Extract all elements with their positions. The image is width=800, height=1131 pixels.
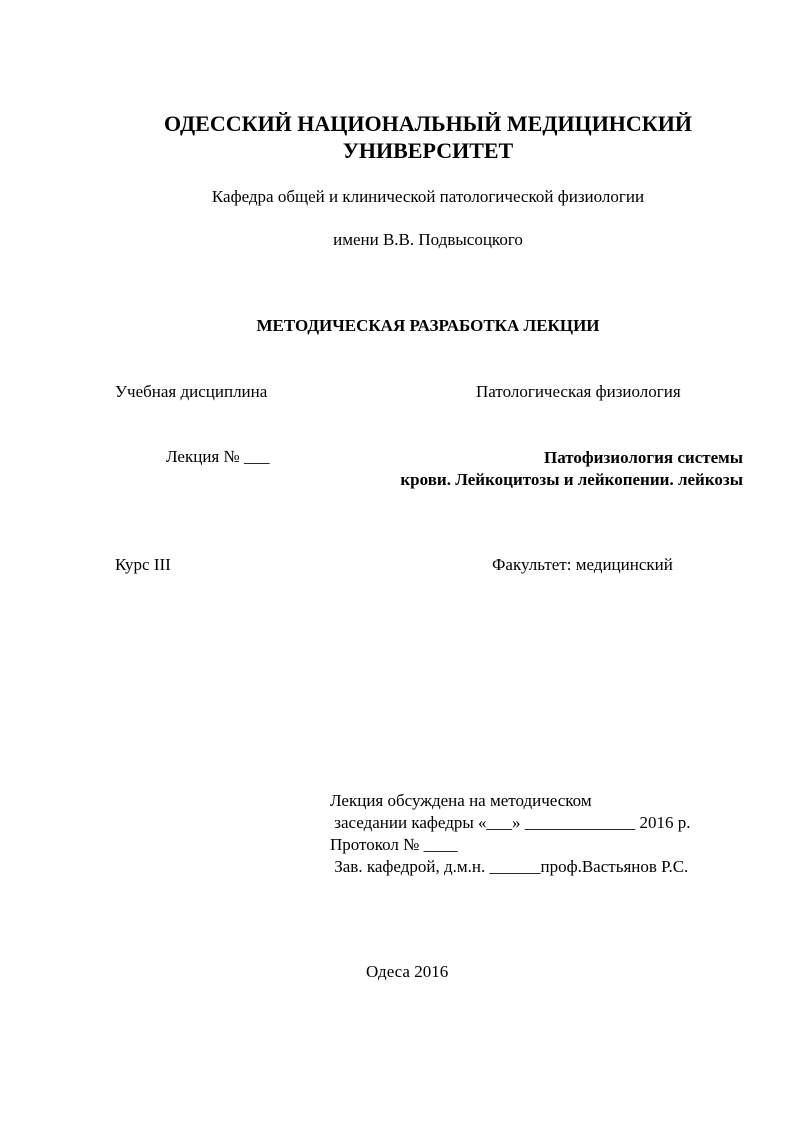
lecture-title-line2: крови. Лейкоцитозы и лейкопении. лейкозы xyxy=(400,470,743,489)
meeting-line1: Лекция обсуждена на методическом xyxy=(330,791,592,810)
meeting-approval-block xyxy=(330,790,691,878)
course-label: Курс III xyxy=(115,555,171,574)
university-title-line2: УНИВЕРСИТЕТ xyxy=(342,138,514,163)
discipline-value: Патологическая физиология xyxy=(476,382,681,401)
lecture-number: Лекция № ___ xyxy=(166,447,270,466)
discipline-label: Учебная дисциплина xyxy=(115,382,268,401)
department-name: Кафедра общей и клинической патологической физиологии xyxy=(211,187,645,206)
faculty-label: Факультет: медицинский xyxy=(492,555,673,574)
university-title xyxy=(0,110,800,164)
university-title-line1: ОДЕССКИЙ НАЦИОНАЛЬНЫЙ МЕДИЦИНСКИЙ xyxy=(164,111,692,136)
document-type-title: МЕТОДИЧЕСКАЯ РАЗРАБОТКА ЛЕКЦИИ xyxy=(256,316,600,335)
department-named-after: имени В.В. Подвысоцкого xyxy=(333,230,523,249)
lecture-title-line1: Патофизиология системы xyxy=(543,448,743,467)
lecture-title xyxy=(400,447,743,491)
city-year: Одеса 2016 xyxy=(366,962,449,981)
meeting-line2: заседании кафедры «___» _____________ 2016 р. xyxy=(330,813,691,832)
meeting-line4: Зав. кафедрой, д.м.н. ______проф.Вастьянов Р.С. xyxy=(330,857,689,876)
meeting-line3: Протокол № ____ xyxy=(330,835,458,854)
